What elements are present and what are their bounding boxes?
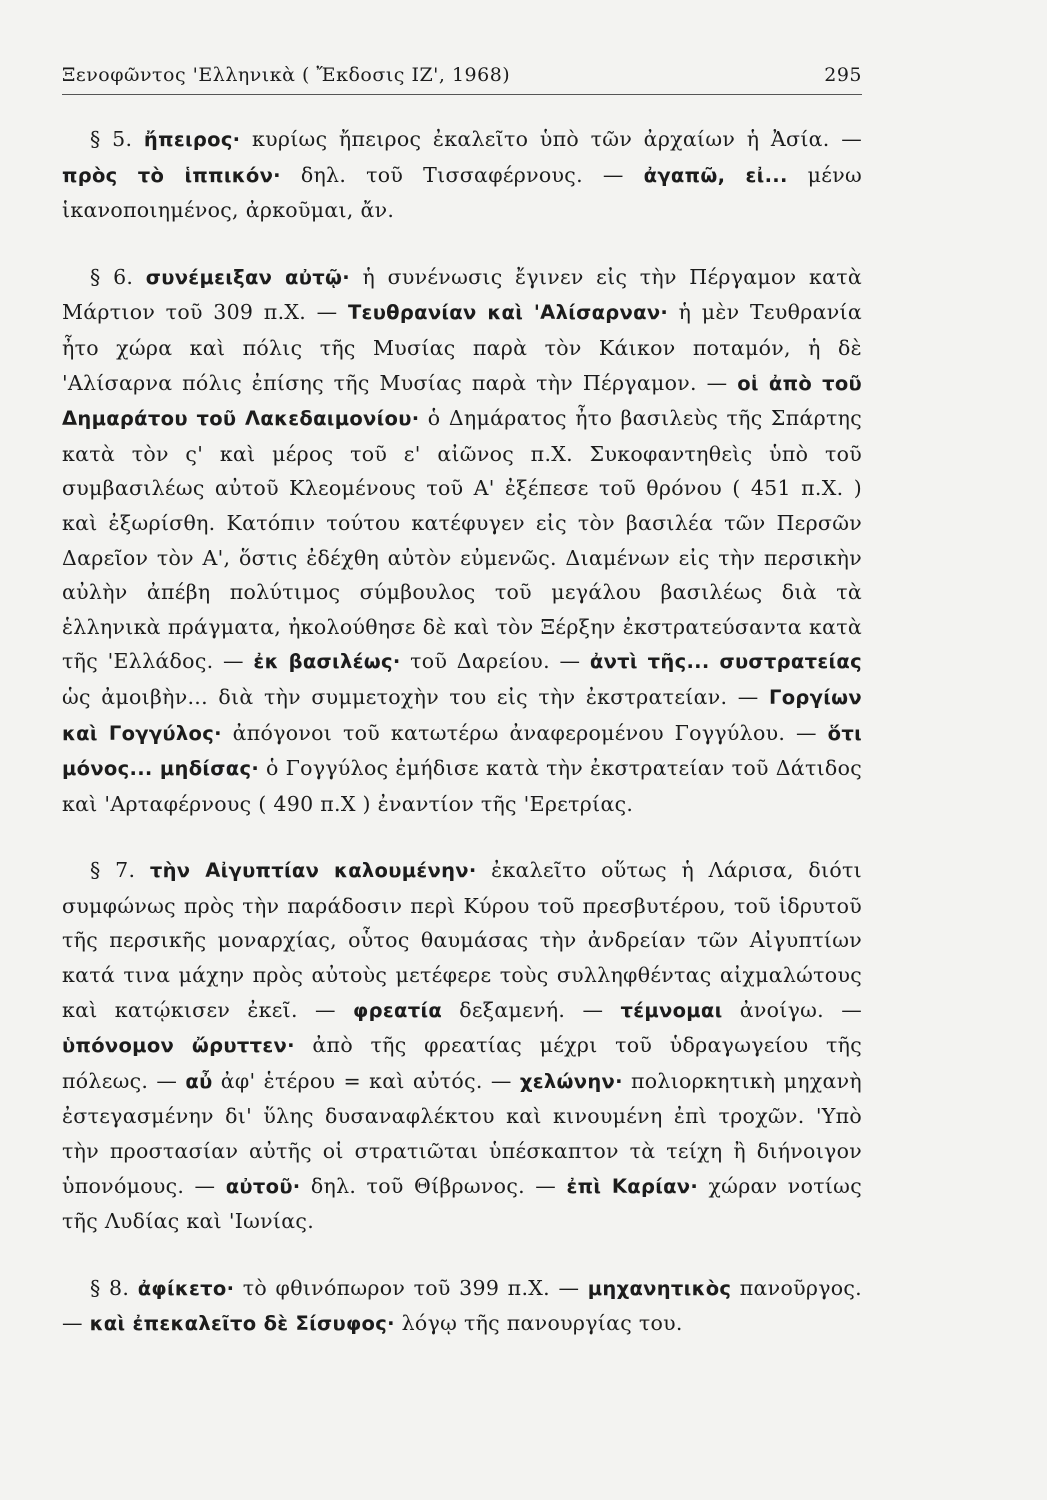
paragraph-section-5 (62, 122, 862, 228)
gloss-text: ἐκαλεῖτο οὕτως ἡ Λάρισα, διότι συμφώνως πρὸς τὴν παράδοσιν περὶ Κύρου τοῦ πρεσβυτέρου, τοῦ ἱδρυτοῦ τῆς περσικῆς μοναρχίας, οὗτος θαυμάσας τὴν ἀνδρείαν τῶν Αἰγυπτίων κατά τινα μάχην πρὸς αὐτοὺς μετέφερε τοὺς συλληφθέντας αἰχμαλώτους καὶ κατῴκισεν ἐκεῖ. — (62, 858, 863, 1022)
gloss-text: § 8. (90, 1275, 138, 1300)
commentary-text (62, 122, 862, 1374)
lemma: τέμνομαι (620, 998, 723, 1022)
gloss-text: § 6. (90, 264, 146, 289)
lemma: ἀντὶ τῆς... συστρατείας (589, 650, 862, 674)
page-number: 295 (824, 64, 862, 86)
gloss-text: § 5. (90, 127, 144, 151)
gloss-text: § 7. (90, 858, 150, 883)
gloss-text: πολιορκητικὴ μηχανὴ ἐστεγασμένην δι' ὕλης δυσαναφλέκτου καὶ κινουμένη ἐπὶ τροχῶν. 'Υπὸ τὴν προστασίαν αὐτῆς οἱ στρατιῶται ὑπέσκαπτον τὰ τείχη ἢ διήνοιγον ὑπονόμους. — (62, 1068, 862, 1198)
lemma: καὶ ἐπεκαλεῖτο δὲ Σίσυφος· (89, 1312, 395, 1336)
gloss-text: ἀφ' ἑτέρου = καὶ αὐτός. — (212, 1068, 520, 1093)
gloss-text: ἀπὸ τῆς φρεατίας μέχρι τοῦ ὑδραγωγείου τῆς πόλεως. — (62, 1033, 862, 1093)
gloss-text: ὁ Γογγύλος ἐμήδισε κατὰ τὴν ἐκστρατείαν τοῦ Δάτιδος καὶ 'Αρταφέρνους ( 490 π.Χ ) ἐναντίον τῆς 'Ερετρίας. (62, 756, 862, 816)
lemma: μηχανητικὸς (587, 1276, 732, 1300)
gloss-text: ἡ συνένωσις ἔγινεν εἰς τὴν Πέργαμον κατὰ Μάρτιον τοῦ 309 π.Χ. — (62, 264, 863, 325)
lemma: πρὸς τὸ ἱππικόν· (62, 163, 281, 187)
lemma: χελώνην· (519, 1069, 623, 1093)
gloss-text: μένω ἱκανοποιημένος, ἀρκοῦμαι, ἄν. (62, 162, 862, 223)
lemma: αὖ (185, 1069, 213, 1093)
lemma: ἐπὶ Καρίαν· (566, 1174, 699, 1198)
lemma: τὴν Αἰγυπτίαν καλουμένην· (149, 859, 477, 883)
gloss-text: ἀπόγονοι τοῦ κατωτέρω ἀναφερομένου Γογγύλου. — (221, 720, 828, 745)
gloss-text: τὸ φθινόπωρον τοῦ 399 π.Χ. — (234, 1275, 588, 1300)
lemma: ὅτι μόνος... μηδίσας· (62, 721, 862, 781)
paragraph-section-6 (62, 260, 862, 822)
lemma: ἀφίκετο· (137, 1276, 235, 1300)
lemma: αὐτοῦ· (225, 1174, 301, 1198)
gloss-text: πανοῦργος. — (62, 1275, 862, 1336)
header-title: Ξενοφῶντος 'Ελληνικὰ ( Ἔκδοσις ΙΖ', 1968) (62, 64, 511, 86)
lemma: φρεατία (353, 998, 443, 1022)
gloss-text: λόγῳ τῆς πανουργίας του. (394, 1311, 683, 1336)
lemma: Γοργίων καὶ Γογγύλος· (62, 685, 862, 745)
lemma: Τευθρανίαν καὶ 'Αλίσαρναν· (347, 301, 669, 325)
lemma: οἱ ἀπὸ τοῦ Δημαράτου τοῦ Λακεδαιμονίου· (62, 371, 862, 431)
gloss-text: ὁ Δημάρατος ἦτο βασιλεὺς τῆς Σπάρτης κατὰ τὸν ς' καὶ μέρος τοῦ ε' αἰῶνος π.Χ. Συκοφαντηθεὶς ὑπὸ τοῦ συμβασιλέως αὐτοῦ Κλεομένους τοῦ Α' ἐξέπεσε τοῦ θρόνου ( 451 π.Χ. ) καὶ ἐξωρίσθη. Κατόπιν τούτου κατέφυγεν εἰς τὸν βασιλέα τῶν Περσῶν Δαρεῖον τὸν Α', ὅστις ἐδέχθη αὐτὸν εὐμενῶς. Διαμένων εἰς τὴν περσικὴν αὐλὴν ἀπέβη πολύτιμος σύμβουλος τοῦ μεγάλου βασιλέως διὰ τὰ ἑλληνικὰ πράγματα, ἠκολούθησε δὲ καὶ τὸν Ξέρξην ἐκστρατεύσαντα κατὰ τῆς 'Ελλάδος. — (62, 406, 862, 674)
gloss-text: τοῦ Δαρείου. — (400, 649, 590, 674)
paragraph-section-8 (62, 1271, 862, 1342)
paragraph-section-7 (62, 853, 862, 1239)
lemma: ἀγαπῶ, εἰ... (643, 163, 788, 187)
running-header (62, 58, 862, 95)
gloss-text: ἀνοίγω. — (722, 997, 863, 1022)
gloss-text: χώραν νοτίως τῆς Λυδίας καὶ 'Ιωνίας. (62, 1173, 862, 1234)
gloss-text: δηλ. τοῦ Θίβρωνος. — (300, 1173, 567, 1198)
lemma: ἐκ βασιλέως· (253, 650, 401, 674)
gloss-text: δηλ. τοῦ Τισσαφέρνους. — (280, 162, 644, 187)
gloss-text: ἡ μὲν Τευθρανία ἦτο χώρα καὶ πόλις τῆς Μυσίας παρὰ τὸν Κάικον ποταμόν, ἡ δὲ 'Αλίσαρνα πόλις ἐπίσης τῆς Μυσίας παρὰ τὴν Πέργαμον. — (62, 300, 862, 395)
gloss-text: κυρίως ἤπειρος ἐκαλεῖτο ὑπὸ τῶν ἀρχαίων ἡ Ἀσία. — (240, 127, 863, 151)
lemma: συνέμειξαν αὐτῷ· (145, 265, 350, 289)
lemma: ὑπόνομον ὤρυττεν· (62, 1034, 295, 1058)
gloss-text: δεξαμενή. — (442, 997, 621, 1022)
gloss-text: ὡς ἀμοιβὴν... διὰ τὴν συμμετοχὴν του εἰς τὴν ἐκστρατείαν. — (62, 684, 769, 709)
lemma: ἤπειρος· (143, 128, 241, 151)
